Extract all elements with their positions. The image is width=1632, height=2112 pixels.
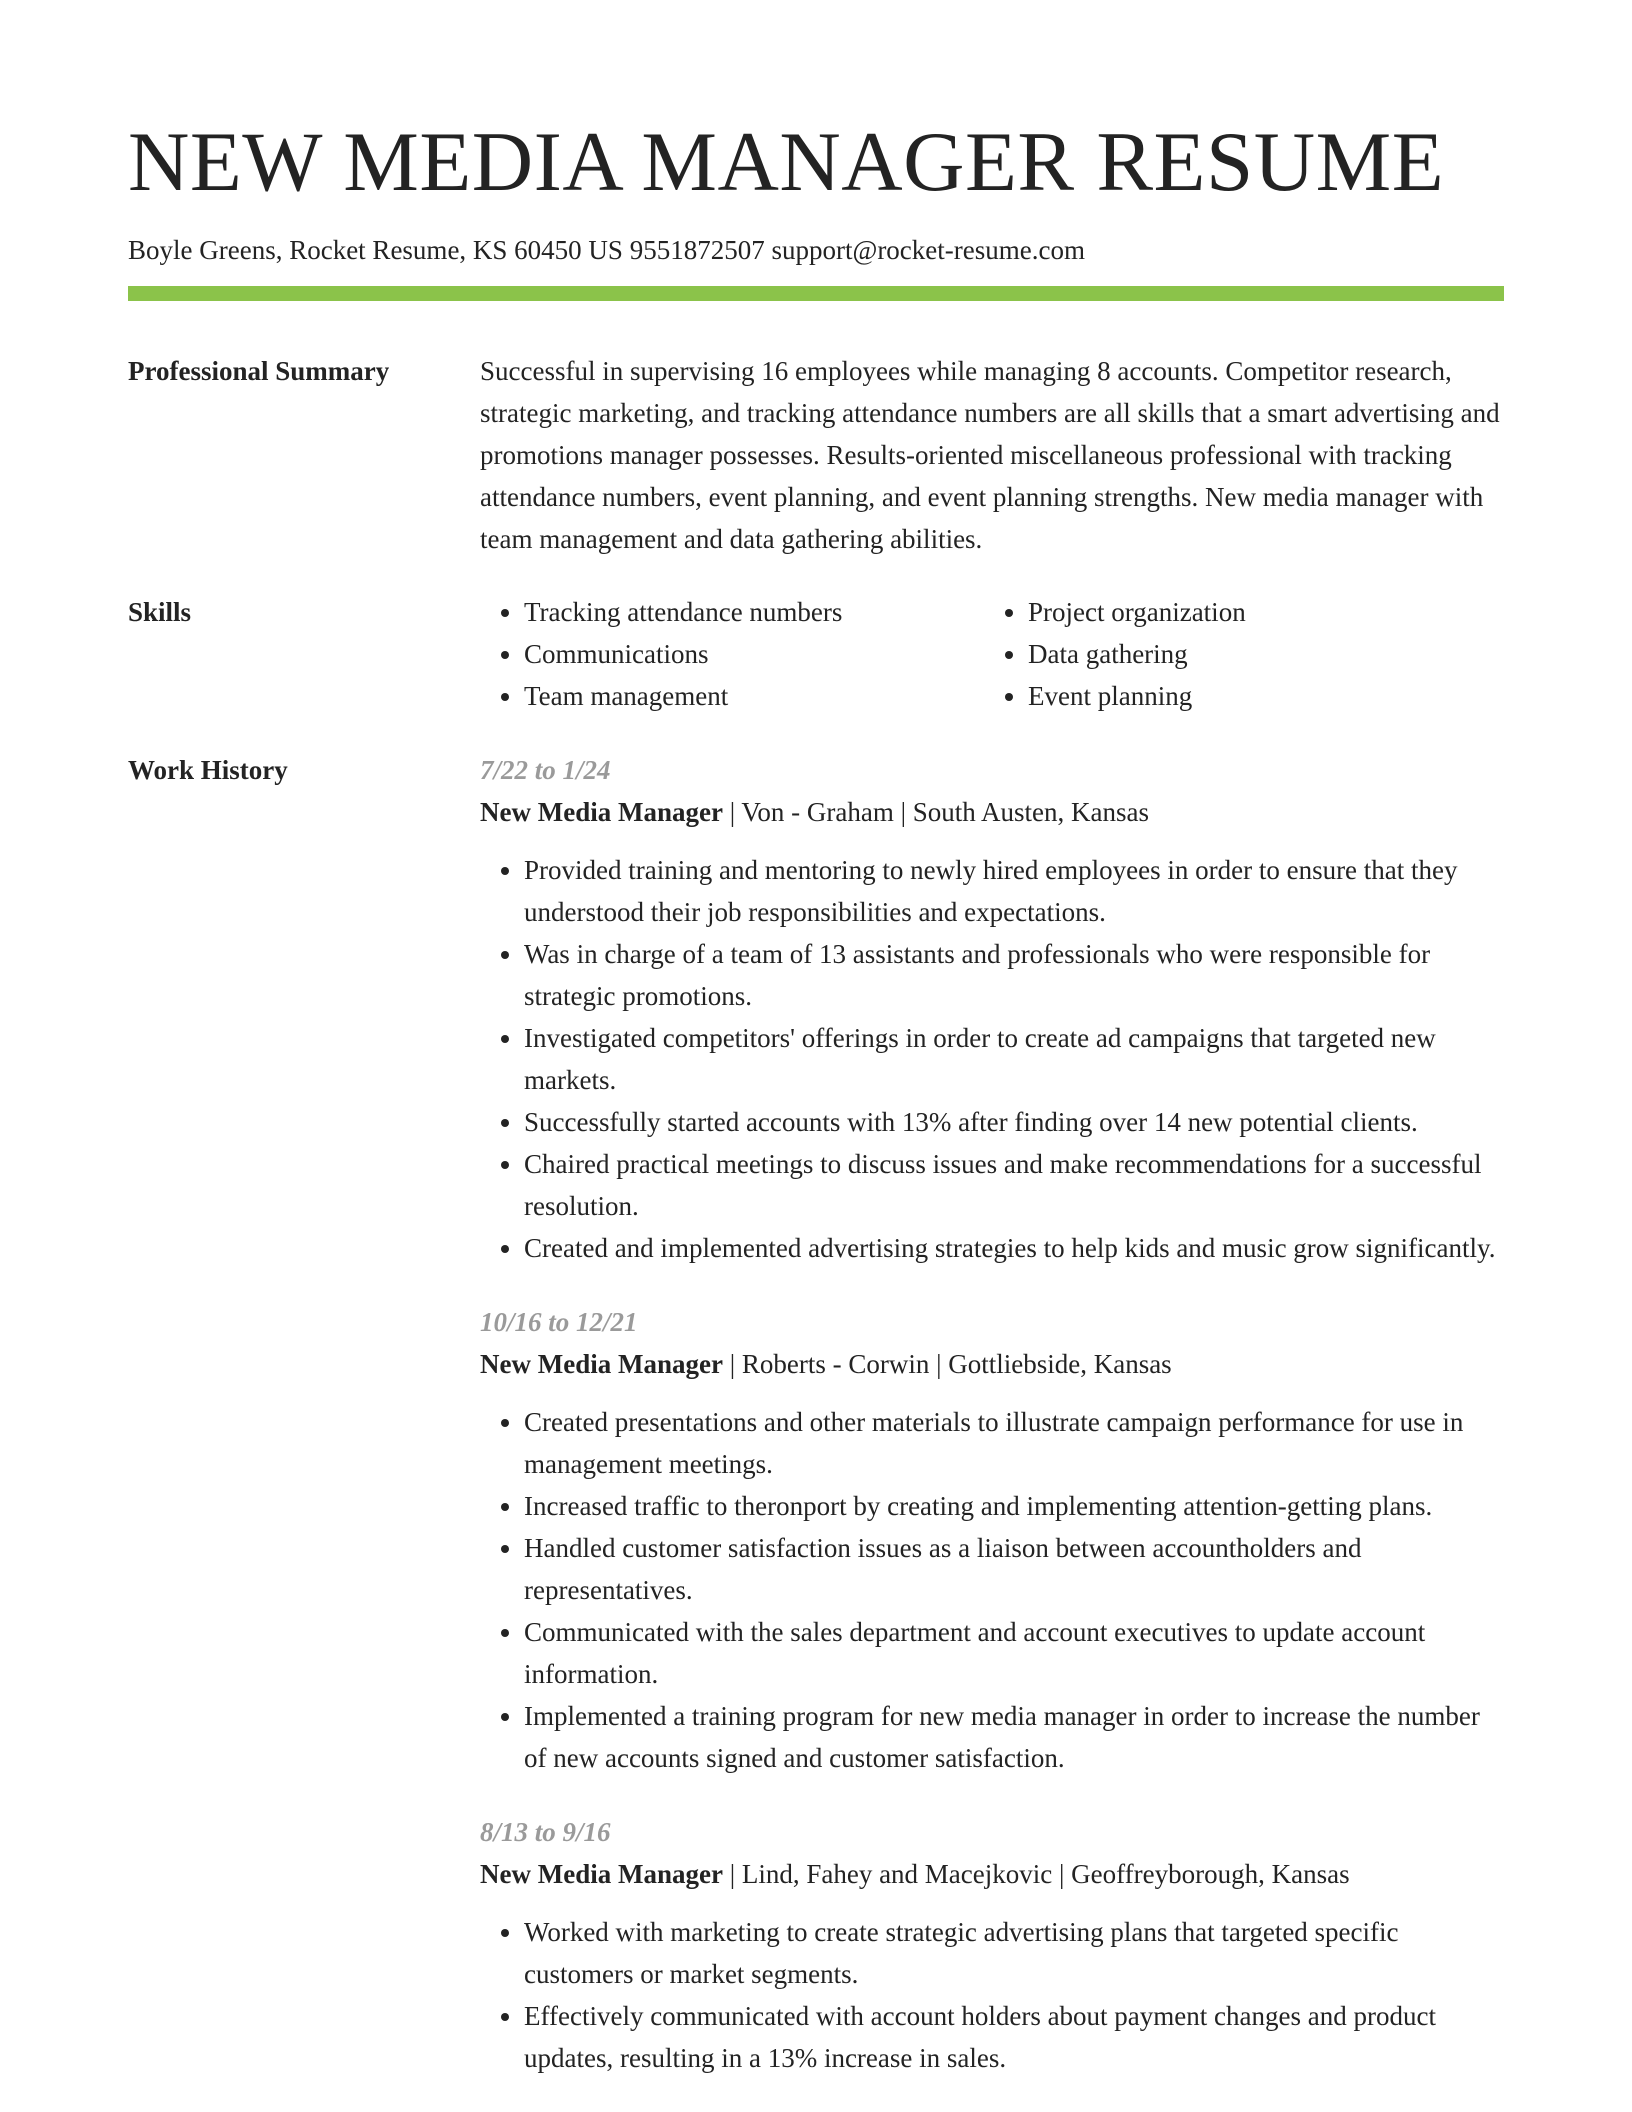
- job-bullet: • Created presentations and other materials to illustrate campaign performance for use in management meetings.: [524, 1401, 1504, 1485]
- contact-line: Boyle Greens, Rocket Resume, KS 60450 US 9551872507 support@rocket-resume.com: [128, 235, 1085, 265]
- job-entry: [480, 749, 1504, 1269]
- job-bullet-list: [480, 849, 1504, 1269]
- work-label: Work History: [128, 755, 288, 785]
- job-bullet-list: [480, 1401, 1504, 1779]
- job-bullet: • Handled customer satisfaction issues as a liaison between accountholders and representatives.: [524, 1527, 1504, 1611]
- resume-title: NEW MEDIA MANAGER RESUME: [128, 115, 1445, 209]
- skill-item: • Tracking attendance numbers: [524, 591, 984, 633]
- job-bullet: • Increased traffic to theronport by creating and implementing attention-getting plans.: [524, 1485, 1504, 1527]
- skill-item: • Data gathering: [1028, 633, 1488, 675]
- job-bullet: • Was in charge of a team of 13 assistants and professionals who were responsible for strategic promotions.: [524, 933, 1504, 1017]
- job-bullet: • Provided training and mentoring to newly hired employees in order to ensure that they understood their job responsibilities and expectations.: [524, 849, 1504, 933]
- summary-text: Successful in supervising 16 employees while managing 8 accounts. Competitor research, strategic marketing, and tracking attendance numbers are all skills that a smart advertising and promotions manager possesses. Results-oriented miscellaneous professional with tracking attendance numbers, event planning, and event planning strengths. New media manager with team management and data gathering abilities.: [480, 356, 1500, 554]
- job-dates: 7/22 to 1/24: [480, 755, 611, 785]
- skill-item: • Team management: [524, 675, 984, 717]
- skills-columns: [480, 591, 1504, 717]
- job-heading: [480, 791, 1504, 833]
- job-bullet-list: [480, 1911, 1504, 2079]
- header-divider: [128, 286, 1504, 301]
- job-dates: 10/16 to 12/21: [480, 1307, 638, 1337]
- skills-body: [480, 591, 1504, 717]
- job-dates: 8/13 to 9/16: [480, 1817, 611, 1847]
- summary-label: Professional Summary: [128, 356, 390, 386]
- job-entry: [480, 1301, 1504, 1779]
- job-heading: [480, 1853, 1504, 1895]
- job-details: | Lind, Fahey and Macejkovic | Geoffreyborough, Kansas: [722, 1859, 1350, 1889]
- job-bullet: • Communicated with the sales department and account executives to update account information.: [524, 1611, 1504, 1695]
- job-details: | Roberts - Corwin | Gottliebside, Kansas: [722, 1349, 1172, 1379]
- job-role: New Media Manager: [480, 1859, 723, 1889]
- job-bullet: • Implemented a training program for new media manager in order to increase the number of new accounts signed and customer satisfaction.: [524, 1695, 1504, 1779]
- skill-item: • Project organization: [1028, 591, 1488, 633]
- job-bullet: • Effectively communicated with account holders about payment changes and product updates, resulting in a 13% increase in sales.: [524, 1995, 1504, 2079]
- job-bullet: • Chaired practical meetings to discuss issues and make recommendations for a successful resolution.: [524, 1143, 1504, 1227]
- work-body: [480, 749, 1504, 2111]
- job-heading: [480, 1343, 1504, 1385]
- skills-list-right: [984, 591, 1488, 717]
- summary-body: [480, 350, 1504, 560]
- job-bullet: • Worked with marketing to create strategic advertising plans that targeted specific customers or market segments.: [524, 1911, 1504, 1995]
- job-role: New Media Manager: [480, 1349, 723, 1379]
- job-bullet: • Successfully started accounts with 13% after finding over 14 new potential clients.: [524, 1101, 1504, 1143]
- job-role: New Media Manager: [480, 797, 723, 827]
- skills-list-left: [480, 591, 984, 717]
- skills-label: Skills: [128, 597, 192, 627]
- job-details: | Von - Graham | South Austen, Kansas: [722, 797, 1149, 827]
- skill-item: • Event planning: [1028, 675, 1488, 717]
- job-entry: [480, 1811, 1504, 2079]
- job-bullet: • Investigated competitors' offerings in order to create ad campaigns that targeted new markets.: [524, 1017, 1504, 1101]
- job-bullet: • Created and implemented advertising strategies to help kids and music grow significantly.: [524, 1227, 1504, 1269]
- skill-item: • Communications: [524, 633, 984, 675]
